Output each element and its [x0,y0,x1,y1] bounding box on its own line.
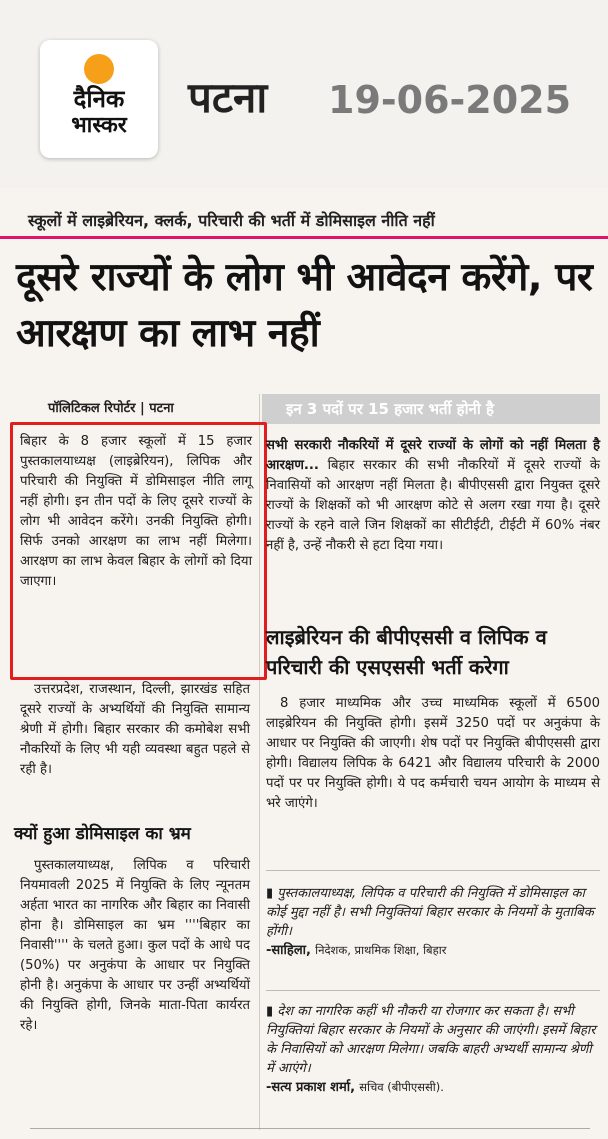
article-paragraph-text: पुस्तकालयाध्यक्ष, लिपिक व परिचारी नियमावली 2025 में नियुक्ति के लिए न्यूनतम अर्हता भारत का नागरिक और बिहार का निवासी होना है। डोमिसाइल का भ्रम ''''बिहार का निवासी'''' के चलते हुआ। कुल पदों के आधे पद (50%) पर अनुकंपा के आधार पर नियुक्ति होनी है। अनुकंपा के आधार पर उन्हीं अभ्यर्थियों की नियुक्ति होगी, जिनके माता-पिता कार्यरत रहे। [20,858,250,1033]
bottom-rule [30,1128,590,1129]
sun-icon [84,54,114,84]
article-paragraph [20,680,250,780]
kicker-line: स्कूलों में लाइब्रेरियन, क्लर्क, परिचारी की भर्ती में डोमिसाइल नीति नहीं [28,211,435,230]
main-headline: दूसरे राज्यों के लोग भी आवेदन करेंगे, पर आरक्षण का लाभ नहीं [16,255,593,356]
lead-paragraph: बिहार सरकार की सभी नौकरियों में दूसरे राज्यों के निवासियों को आरक्षण नहीं मिलता है। बीपीएससी द्वारा नियुक्त दूसरे राज्यों के शिक्षकों को भी आरक्षण कोटे से अलग रखा गया है। दूसरे राज्यों के रहने वाले जिन शिक्षकों का सीटीईटी, टीईटी में 60% नंबर नहीं है, उन्हें नौकरी से हटा दिया गया। [266,458,600,553]
right-column-lead [266,436,600,556]
quote-marker-icon: ▮ [266,1004,274,1019]
article-paragraph [266,694,600,814]
divider [266,990,600,991]
info-banner [262,394,600,424]
quote-marker-icon: ▮ [266,886,274,901]
article-paragraph-text: 8 हजार माध्यमिक और उच्च माध्यमिक स्कूलों में 6500 लाइब्रेरियन की नियुक्ति होगी। इसमें 3250 पदों पर अनुकंपा के आधार पर नियुक्ति की जाएगी। शेष पदों पर नियुक्ति बीपीएससी द्वारा होगी। विद्यालय लिपिक के 6421 और विद्यालय परिचारी के 2000 पदों पर पर नियुक्ति होगी। ये पद कर्मचारी चयन आयोग के माध्यम से भरे जाएंगे। [266,696,600,811]
article-paragraph-text: उत्तरप्रदेश, राजस्थान, दिल्ली, झारखंड सहित दूसरे राज्यों के अभ्यर्थियों की नियुक्ति सामान्य श्रेणी में होगी। बिहार सरकार की कमोबेश सभी नौकरियों के लिए भी यही व्यवस्था बहुत पहले से रही है। [20,682,250,777]
edition-city: पटना [188,73,268,122]
lead-text: सभी सरकारी नौकरियों में दूसरे राज्यों के लोगों को नहीं मिलता है आरक्षण... [266,438,600,473]
quote-text: पुस्तकालयाध्यक्ष, लिपिक व परिचारी की नियुक्ति में डोमिसाइल का कोई मुद्दा नहीं है। सभी नियुक्तियां बिहार सरकार के नियमों के मुताबिक होंगी। [266,886,594,939]
quote-director [266,884,600,960]
quote-role: सचिव (बीपीएससी). [359,1080,444,1094]
quote-name: -सत्य प्रकाश शर्मा, [266,1080,356,1095]
dainik-bhaskar-logo [40,40,158,158]
article-paragraph [20,856,250,1036]
highlight-box [10,422,267,680]
quote-secretary [266,1002,600,1097]
banner-text: इन 3 पदों पर 15 हजार भर्ती होनी है [286,400,494,418]
quote-text: देश का नागरिक कहीं भी नौकरी या रोजगार कर सकता है। सभी नियुक्तियां बिहार सरकार के नियमों के अनुसार की जाएंगी। इसमें बिहार के निवासियों को आरक्षण मिलेगा। जबकि बाहरी अभ्यर्थी सामान्य श्रेणी में आएंगे। [266,1004,596,1076]
byline: पॉलिटिकल रिपोर्टर | पटना [48,401,174,416]
accent-rule [0,236,608,239]
logo-line-2: भास्कर [71,113,127,138]
edition-date: 19-06-2025 [328,78,572,122]
subheading-domicile: क्यों हुआ डोमिसाइल का भ्रम [14,824,191,844]
divider [266,870,600,871]
quote-role: निदेशक, प्राथमिक शिक्षा, बिहार [315,943,447,957]
article-paragraph: बिहार के 8 हजार स्कूलों में 15 हजार पुस्तकालयाध्यक्ष (लाइब्रेरियन), लिपिक और परिचारी की नियुक्ति में डोमिसाइल नीति लागू नहीं होगी। इन तीन पदों के लिए दूसरे राज्यों के लोग भी आवेदन करेंगे। उनकी नियुक्ति होगी। सिर्फ उनको आरक्षण का लाभ नहीं मिलेगा। आरक्षण का लाभ केवल बिहार के लोगों को दिया जाएगा। [20,434,252,589]
quote-name: -साहिला, [266,943,311,958]
subheading-recruitment: लाइब्रेरियन की बीपीएससी व लिपिक व परिचारी की एसएससी भर्ती करेगा [266,625,547,679]
logo-line-1: दैनिक [73,85,125,113]
